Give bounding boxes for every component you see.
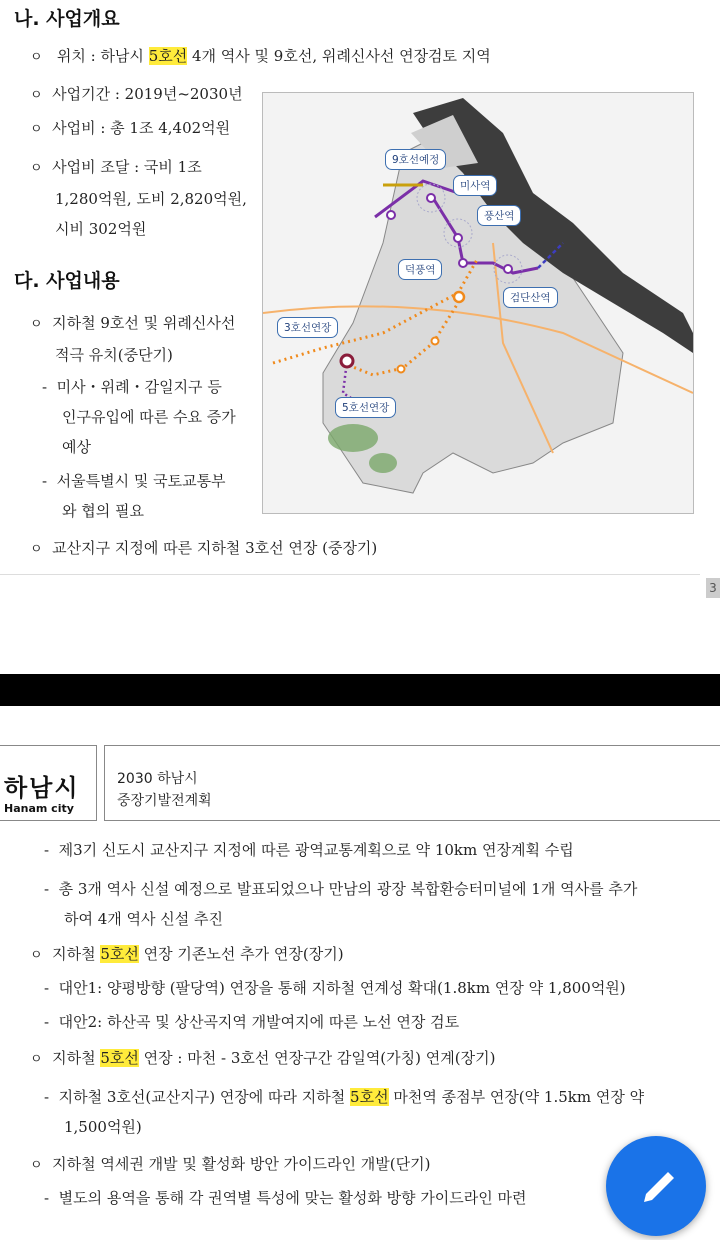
bullet-text-rest: 연장 기존노선 추가 연장(장기) xyxy=(138,945,344,963)
page-divider xyxy=(0,574,700,575)
logo-korean: 하남시 xyxy=(4,774,80,802)
bullet-text: 지하철 역세권 개발 및 활성화 방안 가이드라인 개발(단기) xyxy=(52,1155,431,1173)
sub-text-3: 예상 xyxy=(62,438,91,456)
page-separator xyxy=(0,674,720,706)
plan-title-box xyxy=(104,745,720,821)
dash-line-alt2 xyxy=(44,1012,720,1033)
logo-box xyxy=(0,745,97,821)
highlight-line5: 5호선 xyxy=(100,945,139,963)
section-heading-content: 다. 사업내용 xyxy=(14,270,120,292)
dash-text-rest: 마천역 종점부 연장(약 1.5km 연장 약 xyxy=(388,1088,645,1106)
dash-line-stations xyxy=(44,874,720,934)
bullet: ㅇ xyxy=(30,161,43,176)
dash-text-2: 1,500억원) xyxy=(64,1118,142,1136)
sub-consult xyxy=(42,466,262,526)
funding-text-3: 시비 302억원 xyxy=(55,220,147,238)
dash-line-macheon xyxy=(44,1082,720,1142)
dash-line-alt1 xyxy=(44,978,720,999)
sub-text: 서울특별시 및 국토교통부 xyxy=(56,472,226,490)
sub-text-2: 와 협의 필요 xyxy=(62,502,144,520)
station-marker xyxy=(459,259,467,267)
bullet: ㅇ xyxy=(30,1158,43,1173)
highlight-line5: 5호선 xyxy=(148,47,188,65)
bullet: ㅇ xyxy=(30,88,43,103)
sub-text: 미사・위례・감일지구 등 xyxy=(56,378,222,396)
route-map xyxy=(262,92,694,514)
label-misa-station: 미사역 xyxy=(453,175,497,196)
sub-demand xyxy=(42,372,262,462)
dash-text-2: 하여 4개 역사 신설 추진 xyxy=(64,910,224,928)
highlight-line5: 5호선 xyxy=(350,1088,389,1106)
item-line3 xyxy=(30,538,377,560)
cost-line xyxy=(30,118,230,140)
location-text: 위치 : 하남시 xyxy=(56,47,149,65)
funding-block xyxy=(30,152,260,244)
station-marker xyxy=(432,338,439,345)
label-line9: 9호선예정 xyxy=(385,149,446,170)
period-line xyxy=(30,84,243,106)
bullet: ㅇ xyxy=(30,542,43,557)
forest-patch xyxy=(328,424,378,452)
bullet-text: 지하철 xyxy=(52,945,101,963)
cost-text: 사업비 : 총 1조 4,402억원 xyxy=(52,119,231,137)
dash: - xyxy=(42,378,48,396)
dash-text: 별도의 용역을 통해 각 권역별 특성에 맞는 활성화 방향 가이드라인 마련 xyxy=(58,1189,527,1207)
dash-text: 지하철 3호선(교산지구) 연장에 따라 지하철 xyxy=(58,1088,351,1106)
label-line3-extension: 3호선연장 xyxy=(277,317,338,338)
dash: - xyxy=(44,1013,50,1031)
bullet: ㅇ xyxy=(30,948,43,963)
station-marker xyxy=(387,211,395,219)
logo-english: Hanam city xyxy=(4,802,74,815)
dash: - xyxy=(44,841,50,859)
station-marker xyxy=(398,366,405,373)
period-text: 사업기간 : 2019년~2030년 xyxy=(52,85,243,103)
plan-subtitle: 중장기발전계획 xyxy=(117,793,212,809)
dash-line-guideline xyxy=(44,1188,604,1209)
item-line9 xyxy=(30,308,262,370)
item-text-2: 적극 유치(중단기) xyxy=(55,346,173,364)
highlight-line5: 5호선 xyxy=(100,1049,139,1067)
station-marker xyxy=(504,265,512,273)
label-deokpung-station: 덕풍역 xyxy=(398,259,442,280)
sub-text-2: 인구유입에 따른 수요 증가 xyxy=(62,408,236,426)
station-marker xyxy=(454,234,462,242)
pencil-icon xyxy=(606,1136,706,1236)
dash: - xyxy=(44,880,50,898)
item-text: 교산지구 지정에 따른 지하철 3호선 연장 (중장기) xyxy=(52,539,378,557)
bullet-text-rest: 연장 : 마천 - 3호선 연장구간 감일역(가칭) 연계(장기) xyxy=(138,1049,496,1067)
bullet: ㅇ xyxy=(30,1052,43,1067)
section-heading-overview: 나. 사업개요 xyxy=(14,8,120,30)
dash-text: 대안2: 하산곡 및 상산곡지역 개발여지에 따른 노선 연장 검토 xyxy=(58,1013,460,1031)
plan-year-title: 2030 하남시 xyxy=(117,771,198,787)
bullet: ㅇ xyxy=(30,317,43,332)
dash: - xyxy=(42,472,48,490)
forest-patch xyxy=(369,453,397,473)
dash: - xyxy=(44,1088,50,1106)
edit-fab-button[interactable] xyxy=(606,1136,706,1236)
dash-line-plan xyxy=(44,840,720,861)
funding-text: 사업비 조달 : 국비 1조 xyxy=(52,158,202,176)
bullet-line5-macheon xyxy=(30,1048,720,1070)
dash-text: 제3기 신도시 교산지구 지정에 따른 광역교통계획으로 약 10km 연장계획 수립 xyxy=(58,841,574,859)
dash: - xyxy=(44,979,50,997)
location-text-rest: 4개 역사 및 9호선, 위례신사선 연장검토 지역 xyxy=(187,47,491,65)
station-marker xyxy=(454,292,464,302)
map-svg xyxy=(263,93,693,513)
dash: - xyxy=(44,1189,50,1207)
label-line5-extension: 5호선연장 xyxy=(335,397,396,418)
dash-text: 대안1: 양평방향 (팔당역) 연장을 통해 지하철 연계성 확대(1.8km 연장 약 1,800억원) xyxy=(58,979,626,997)
funding-text-2: 1,280억원, 도비 2,820억원, xyxy=(55,190,247,208)
bullet: ㅇ xyxy=(30,122,43,137)
item-text: 지하철 9호선 및 위례신사선 xyxy=(52,314,236,332)
station-marker xyxy=(427,194,435,202)
bullet-line5-extend xyxy=(30,944,720,966)
transfer-station-marker xyxy=(341,355,353,367)
label-geomdansan-station: 검단산역 xyxy=(503,287,558,308)
dash-text: 총 3개 역사 신설 예정으로 발표되었으나 만남의 광장 복합환승터미널에 1개 역사를 추가 xyxy=(58,880,638,898)
page-number: 3 xyxy=(706,578,720,598)
location-line xyxy=(30,46,720,68)
label-pungsan-station: 풍산역 xyxy=(477,205,521,226)
bullet: ㅇ xyxy=(30,50,43,65)
bullet-text: 지하철 xyxy=(52,1049,101,1067)
